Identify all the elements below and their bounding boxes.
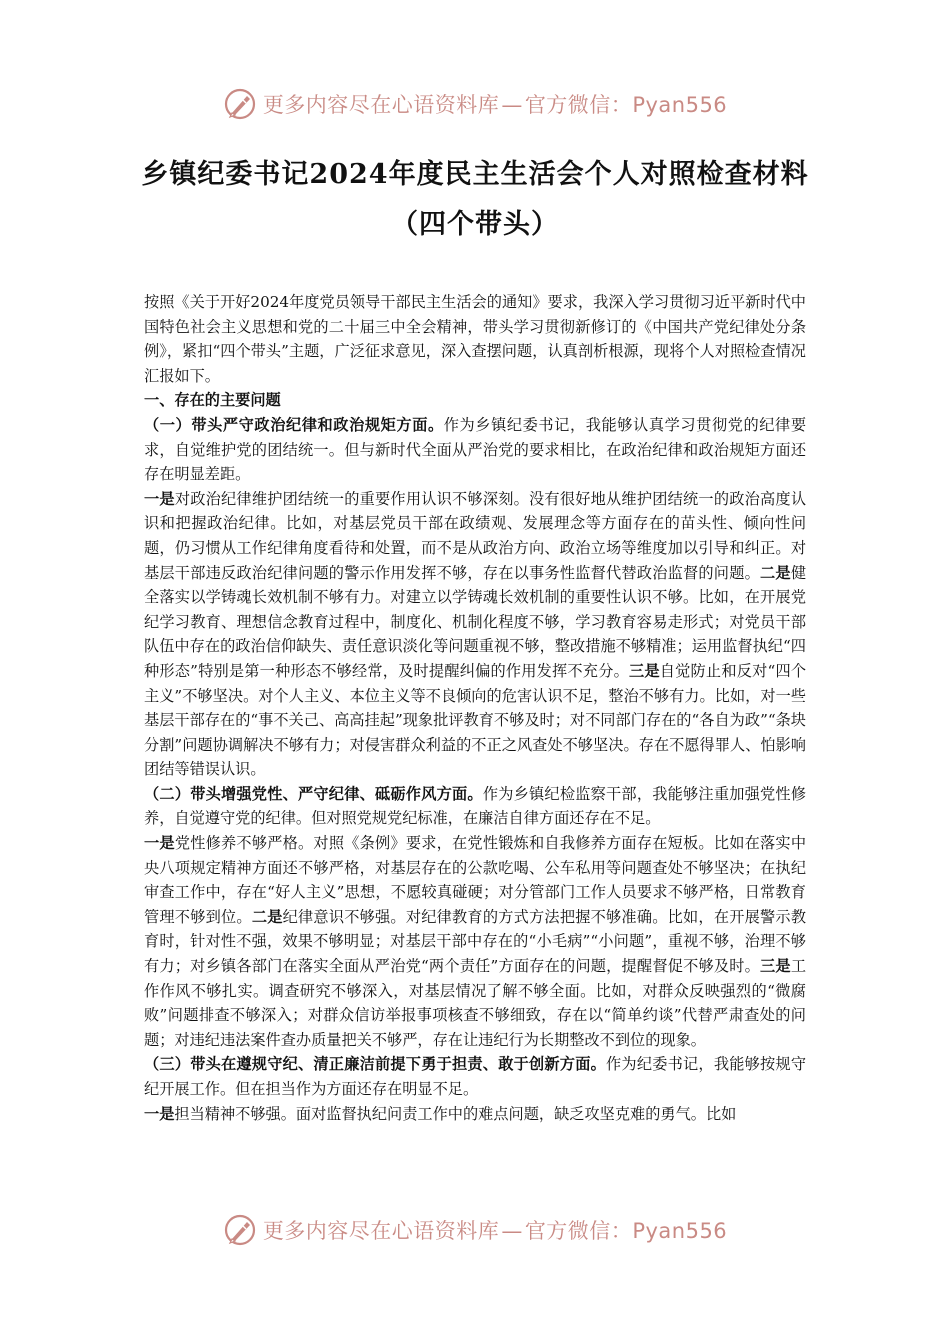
paragraph-text: 担当精神不够强。面对监督执纪问责工作中的难点问题，缺乏攻坚克难的勇气。比如 — [174, 1104, 737, 1123]
paragraph — [144, 487, 806, 782]
bold-lead-text: 二是 — [251, 907, 283, 926]
document-title: 乡镇纪委书记2024年度民主生活会个人对照检查材料（四个带头） — [141, 159, 809, 240]
paragraph — [144, 782, 806, 831]
bold-lead-text: 一、存在的主要问题 — [144, 391, 281, 410]
paragraph — [144, 1102, 806, 1127]
document-body — [144, 290, 806, 1126]
paragraph-text: 工作作风不够扎实。调查研究不够深入，对基层情况了解不够全面。比如，对群众反映强烈的“微腐败”问题排查不够深入；对群众信访举报事项核查不够细致，存在以“简单约谈”代替严肃查处的问题；对违纪违法案件查办质量把关不够严，存在让违纪行为长期整改不到位的现象。 — [144, 957, 807, 1049]
pen-logo-icon — [223, 87, 257, 121]
watermark-text: 更多内容尽在心语资料库—官方微信：Pyan556 — [262, 1219, 728, 1243]
bold-lead-text: （三）带头在遵规守纪、清正廉洁前提下勇于担责、敢于创新方面。 — [144, 1055, 607, 1074]
bold-lead-text: 三是 — [760, 957, 791, 976]
bold-lead-text: （一）带头严守政治纪律和政治规矩方面。 — [144, 415, 444, 434]
paragraph-text: 自觉防止和反对“四个主义”不够坚决。对个人主义、本位主义等不良倾向的危害认识不足，整治不够有力。比如，对一些基层干部存在的“事不关己、高高挂起”现象批评教育不够及时；对不同部门存在的“各自为政”“条块分割”问题协调解决不够有力；对侵害群众利益的不正之风查处不够坚决。存在不愿得罪人、怕影响团结等错误认识。 — [144, 661, 807, 779]
paragraph-text: 作为纪委书记，我能够按规守纪开展工作。但在担当作为方面还存在明显不足。 — [144, 1055, 807, 1098]
pen-logo-icon — [223, 1213, 257, 1247]
paragraph-text: 党性修养不够严格。对照《条例》要求，在党性锻炼和自我修养方面存在短板。比如在落实中央八项规定精神方面还不够严格，对基层存在的公款吃喝、公车私用等问题查处不够坚决；在执纪审查工作中，存在“好人主义”思想，不愿较真碰硬；对分管部门工作人员要求不够严格，日常教育管理不够到位。 — [144, 834, 807, 926]
bold-lead-text: 二是 — [760, 563, 791, 582]
bold-lead-text: 三是 — [628, 661, 660, 680]
paragraph-text: 纪律意识不够强。对纪律教育的方式方法把握不够准确。比如，在开展警示教育时，针对性不强，效果不够明显；对基层干部中存在的“小毛病”“小问题”，重视不够，治理不够有力；对乡镇各部门在落实全面从严治党“两个责任”方面存在的问题，提醒督促不够及时。 — [144, 907, 807, 976]
paragraph — [144, 831, 806, 1052]
bold-lead-text: （二）带头增强党性、严守纪律、砥砺作风方面。 — [144, 784, 483, 803]
paragraph-text: 作为乡镇纪委书记，我能够认真学习贯彻党的纪律要求，自觉维护党的团结统一。但与新时代全面从严治党的要求相比，在政治纪律和政治规矩方面还存在明显差距。 — [144, 415, 807, 484]
paragraph-text: 按照《关于开好2024年度党员领导干部民主生活会的通知》要求，我深入学习贯彻习近平新时代中国特色社会主义思想和党的二十届三中全会精神，带头学习贯彻新修订的《中国共产党纪律处分条例》，紧扣“四个带头”主题，广泛征求意见，深入查摆问题，认真剖析根源，现将个人对照检查情况汇报如下。 — [144, 293, 806, 385]
bold-lead-text: 一是 — [144, 1104, 175, 1123]
paragraph — [144, 413, 806, 487]
watermark-banner-top — [0, 84, 950, 124]
paragraph-text: 健全落实以学铸魂长效机制不够有力。对建立以学铸魂长效机制的重要性认识不够。比如，在开展党纪学习教育、理想信念教育过程中，制度化、机制化程度不够，学习教育容易走形式；对党员干部队伍中存在的政治信仰缺失、责任意识淡化等问题重视不够，整改措施不够精准；运用监督执纪“四种形态”特别是第一种形态不够经常，及时提醒纠偏的作用发挥不充分。 — [144, 563, 807, 680]
bold-lead-text: 一是 — [144, 834, 175, 853]
paragraph-text: 对政治纪律维护团结统一的重要作用认识不够深刻。没有很好地从维护团结统一的政治高度认识和把握政治纪律。比如，对基层党员干部在政绩观、发展理念等方面存在的苗头性、倾向性问题，仍习惯从工作纪律角度看待和处置，而不是从政治方向、政治立场等维度加以引导和纠正。对基层干部违反政治纪律问题的警示作用发挥不够，存在以事务性监督代替政治监督的问题。 — [144, 489, 807, 582]
paragraph — [144, 388, 806, 413]
paragraph-text: 作为乡镇纪检监察干部，我能够注重加强党性修养，自觉遵守党的纪律。但对照党规党纪标准，在廉洁自律方面还存在不足。 — [144, 784, 807, 828]
bold-lead-text: 一是 — [144, 489, 175, 508]
paragraph — [144, 290, 806, 388]
paragraph — [144, 1052, 806, 1101]
watermark-banner-bottom — [0, 1210, 950, 1250]
watermark-text: 更多内容尽在心语资料库—官方微信：Pyan556 — [262, 93, 728, 117]
